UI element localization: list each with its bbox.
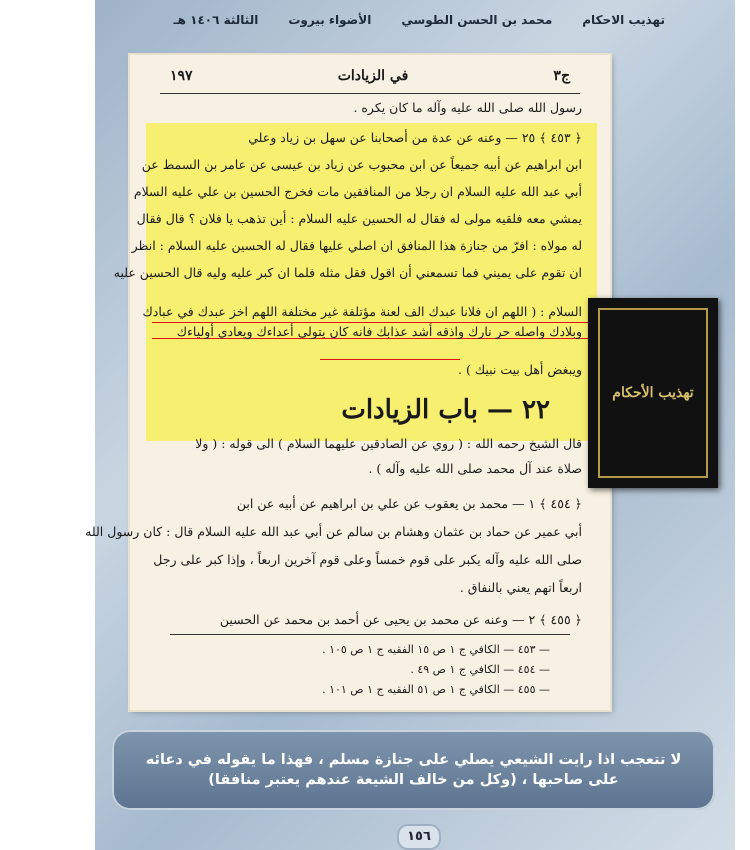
footnote: — ٤٥٤ — الكافي ج ١ ص ٤٩ . [410, 663, 550, 676]
text-line: اربعاً اتهم يعني بالنفاق . [459, 580, 582, 595]
text-line: ﴿ ٤٥٤ ﴾ ١ — محمد بن يعقوب عن علي بن ابراهيم عن أبيه عن ابن [236, 496, 582, 511]
text-line: ﴿ ٤٥٣ ﴾ ٢٥ — وعنه عن عدة من أصحابنا عن سهل بن زياد وعلي [248, 130, 582, 145]
text-line: صلى الله عليه وآله يكبر على قوم خمساً وعلى قوم آخرين اربعاً ، وإذا كبر على رجل [153, 552, 582, 567]
header-page-number: ١٩٧ [170, 68, 193, 84]
topbar-edition: الثالثة ١٤٠٦ هـ [173, 13, 259, 27]
page-header [170, 63, 570, 89]
text-line: ﴿ ٤٥٥ ﴾ ٢ — وعنه عن محمد بن يحيى عن أحمد بن محمد عن الحسين [219, 612, 582, 627]
red-underline [320, 359, 460, 360]
text-line: يمشي معه فلقيه مولى له فقال له الحسين عليه السلام : أين تذهب يا فلان ؟ قال فقال [136, 211, 582, 226]
scanned-book-page [85, 55, 610, 710]
text-line: أبي عمير عن حماد بن عثمان وهشام بن سالم عن أبي عبد الله عليه السلام قال : كان رسول الله [85, 524, 582, 539]
topbar-publisher: الأضواء بيروت [288, 13, 372, 27]
topbar-book-title: تهذيب الاحكام [582, 13, 665, 27]
header-section: في الزيادات [337, 68, 409, 84]
text-line: السلام : ( اللهم ان فلانا عبدك الف لعنة مؤتلفة غير مختلفة اللهم اخز عبدك في عبادك [142, 304, 582, 319]
text-line: وبلادك واصله حر نارك واذقه أشد عذابك فانه كان يتولى أعداءك ويعادي أولياءك [176, 324, 582, 339]
text-line: رسول الله صلى الله عليه وآله ما كان يكره . [353, 100, 582, 115]
header-divider [160, 93, 580, 94]
caption-line-1: لا تتعجب اذا رايت الشيعي يصلي على جنازة مسلم ، فهذا ما يقوله في دعائه [145, 752, 682, 768]
caption-box [112, 730, 715, 810]
text-line: ان تقوم على يميني فما تسمعني أن اقول فقل مثله فلما ان كبر عليه وليه قال الحسين عليه [113, 265, 582, 280]
text-line: له مولاه : افرّ من جنازة هذا المنافق ان اصلي عليها فقال له الحسين عليه السلام : انظر [131, 238, 582, 253]
caption-line-2: على صاحبها ، (وكل من خالف الشيعة عندهم يعتبر منافقا) [208, 772, 619, 788]
book-cover-image [588, 298, 718, 488]
book-cover-title: تهذيب الأحكام [612, 385, 694, 401]
top-bar [95, 0, 735, 40]
footnote: — ٤٥٥ — الكافي ج ١ ص ٥١ الفقيه ج ١ ص ١٠١ . [322, 683, 550, 696]
text-line: صلاة عند آل محمد صلى الله عليه وآله ) . [368, 461, 582, 476]
topbar-author: محمد بن الحسن الطوسي [401, 13, 553, 27]
text-line: أبي عبد الله عليه السلام ان رجلا من المنافقين مات فخرج الحسين بن علي عليه السلام [133, 184, 582, 199]
header-volume: ج٣ [553, 68, 570, 84]
text-line: ويبغض أهل بيت نبيك ) . [458, 362, 582, 377]
footnote: — ٤٥٣ — الكافي ج ١ ص ١٥ الفقيه ج ١ ص ١٠٥ . [322, 643, 550, 656]
text-line: قال الشيخ رحمه الله : ( روي عن الصادقين عليهما السلام ) الى قوله : ( ولا [195, 436, 582, 451]
page-number-badge: ١٥٦ [397, 824, 441, 850]
text-line: ابن ابراهيم عن أبيه جميعاً عن ابن محبوب عن زياد بن عيسى عن عامر بن السمط عن [141, 157, 582, 172]
footnote-divider [170, 634, 570, 635]
chapter-title: ٢٢ — باب الزيادات [341, 395, 550, 425]
book-cover-frame [598, 308, 708, 478]
